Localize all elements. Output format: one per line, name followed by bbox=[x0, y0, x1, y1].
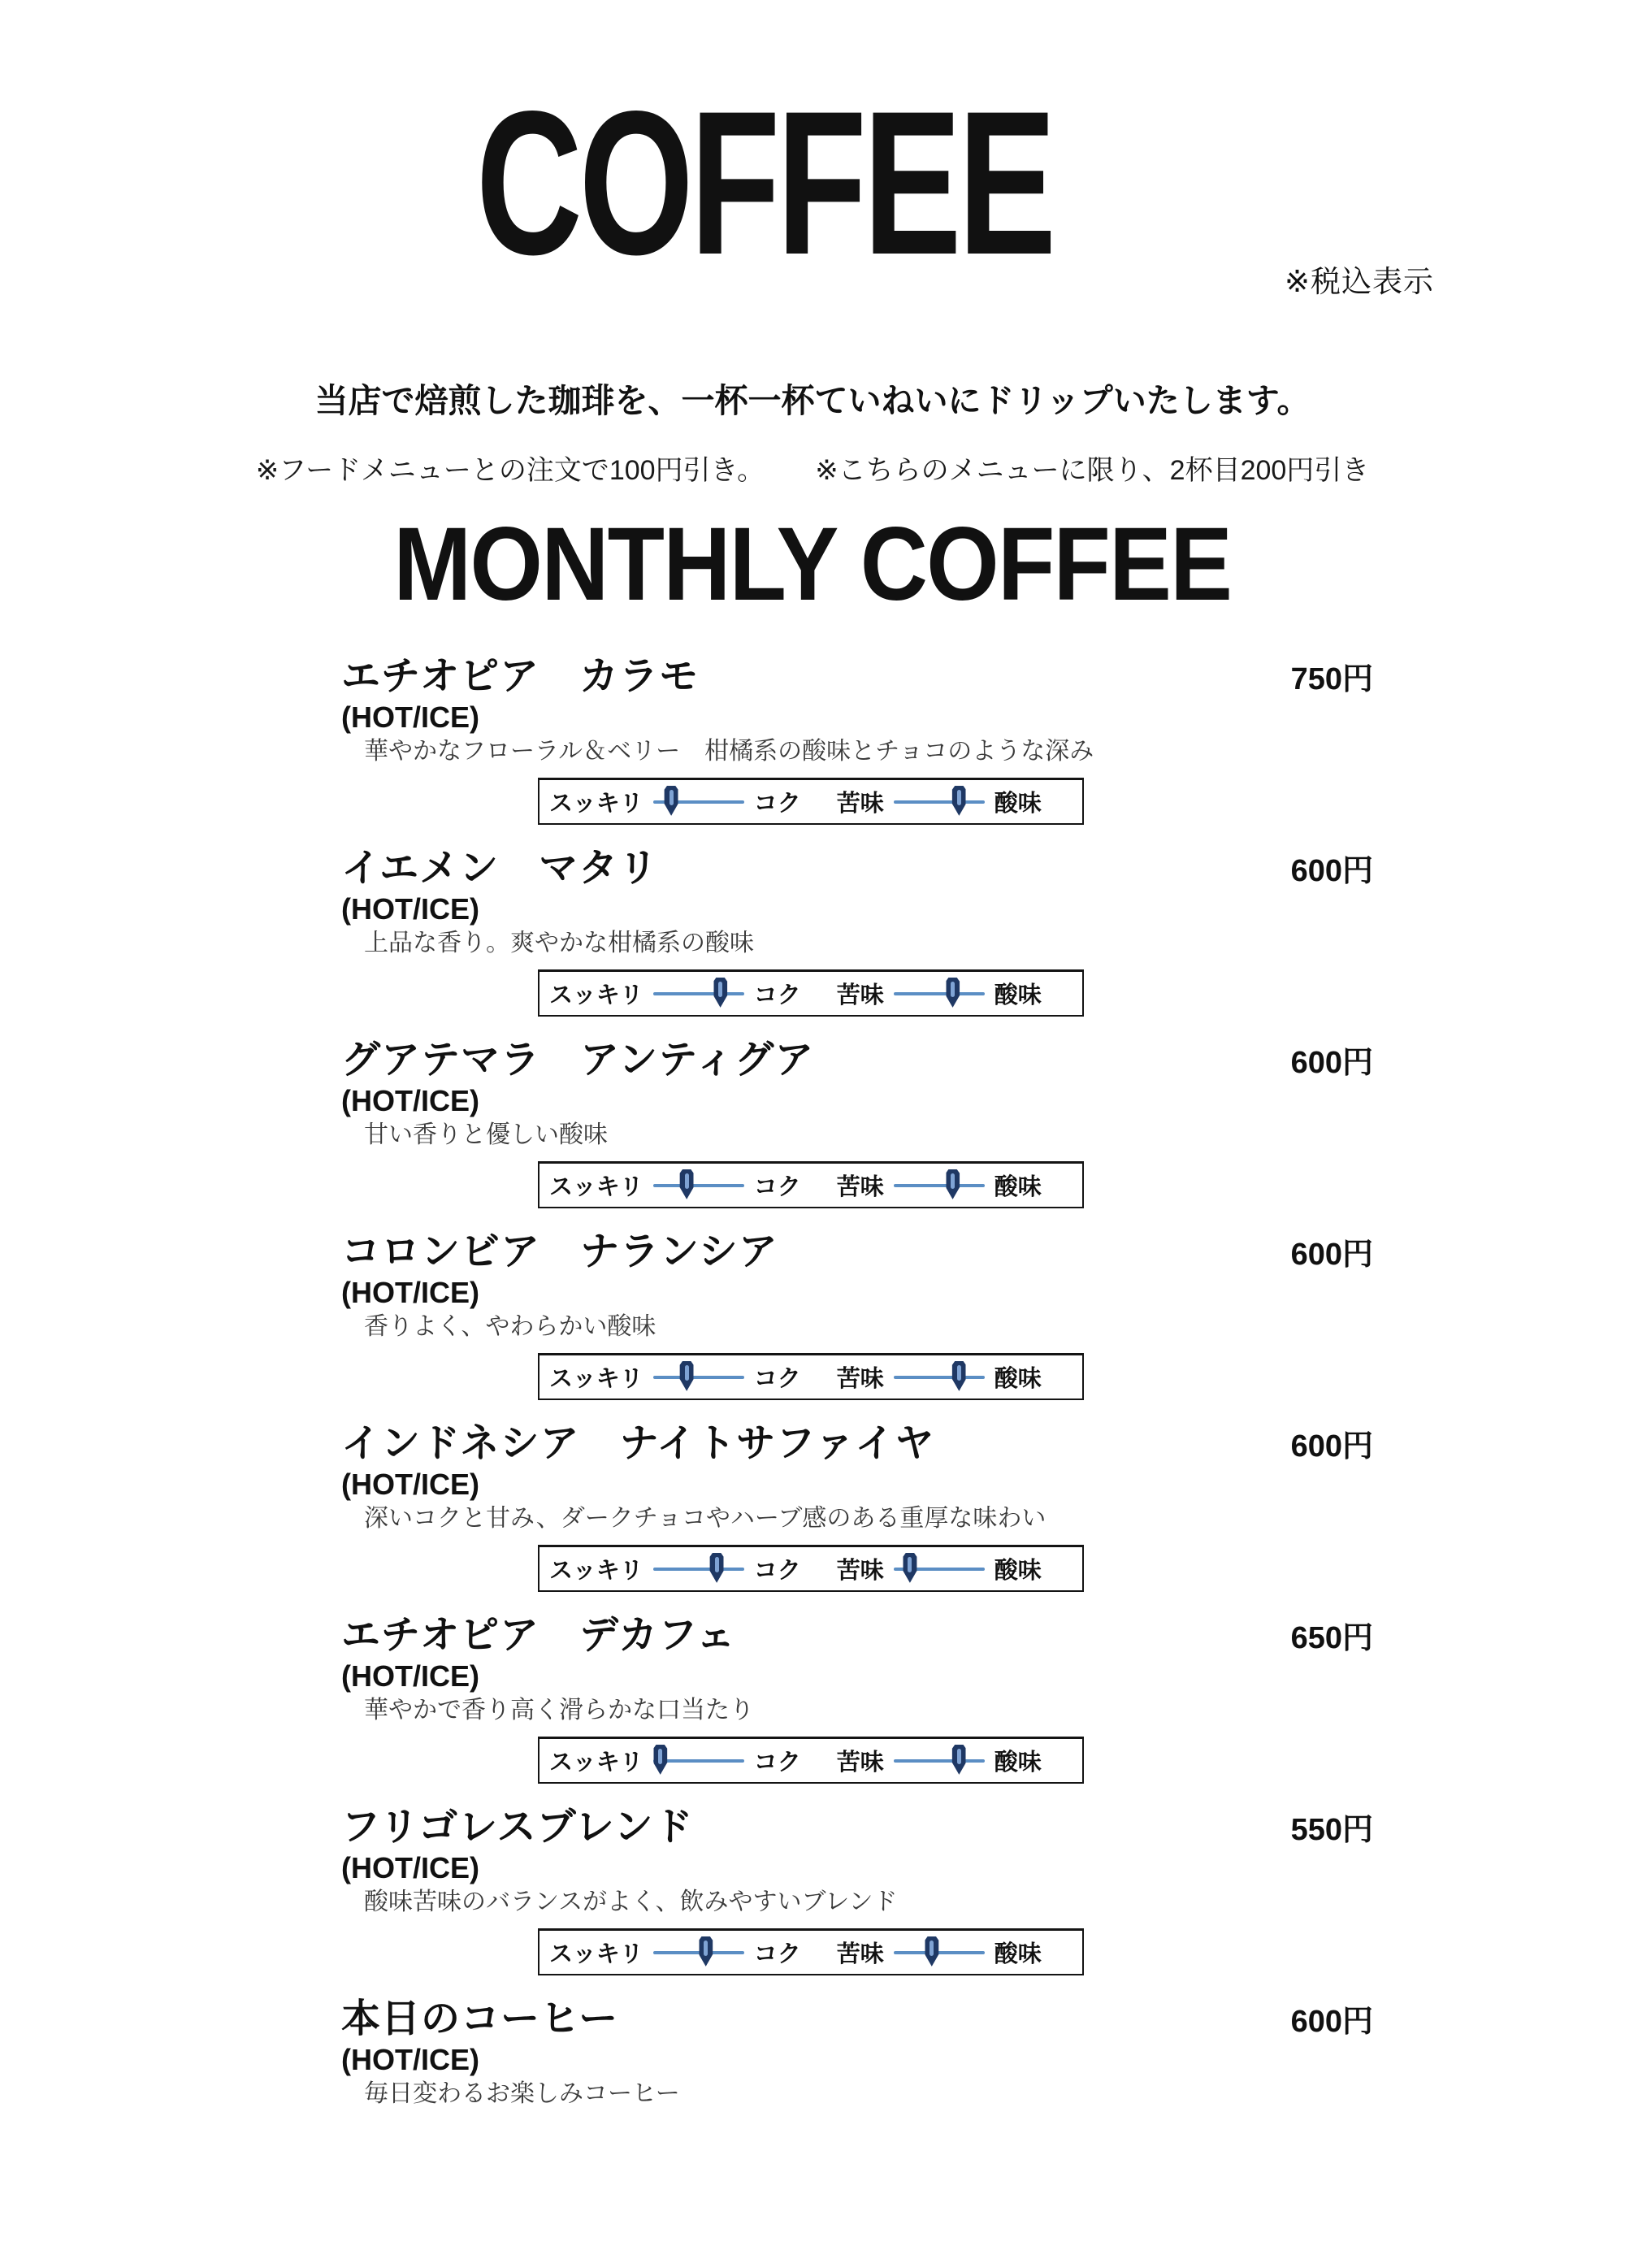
menu-item bbox=[341, 1420, 1373, 1592]
item-description: 華やかなフローラル＆ベリー 柑橘系の酸味とチョコのような深み bbox=[364, 738, 1094, 765]
acidity-slider-pin bbox=[952, 1361, 966, 1391]
body-slider-pin bbox=[710, 1553, 724, 1583]
slider-label-bitter: 苦味 bbox=[836, 1558, 884, 1585]
item-head bbox=[341, 1420, 1373, 1467]
item-name: エチオピア カラモ bbox=[341, 655, 700, 699]
body-slider-track bbox=[653, 1568, 744, 1571]
item-price: 600円 bbox=[1290, 1429, 1373, 1464]
slider-label-rich: コク bbox=[753, 982, 801, 1009]
slider-label-acid: 酸味 bbox=[994, 1558, 1042, 1585]
item-description: 酸味苦味のバランスがよく、飲みやすいブレンド bbox=[364, 1889, 898, 1916]
item-name: エチオピア デカフェ bbox=[341, 1614, 736, 1658]
item-price: 600円 bbox=[1290, 854, 1373, 889]
item-description: 香りよく、やわらかい酸味 bbox=[364, 1313, 656, 1341]
acidity-slider-pin bbox=[946, 1169, 960, 1199]
item-serving: (HOT/ICE) bbox=[341, 1468, 479, 1502]
body-slider-track bbox=[653, 1184, 744, 1187]
body-slider-pin bbox=[713, 978, 727, 1008]
item-price: 750円 bbox=[1290, 662, 1373, 697]
acidity-slider-track bbox=[894, 1376, 985, 1379]
taste-slider-box bbox=[538, 1928, 1084, 1975]
item-serving: (HOT/ICE) bbox=[341, 1084, 479, 1118]
slider-label-bitter: 苦味 bbox=[836, 791, 884, 817]
slider-label-clean: スッキリ bbox=[549, 1174, 644, 1201]
menu-item bbox=[341, 1229, 1373, 1400]
item-name: フリゴレスブレンド bbox=[341, 1806, 694, 1850]
slider-label-acid: 酸味 bbox=[994, 982, 1042, 1009]
menu-header bbox=[0, 65, 1625, 298]
page-title: COFFEE bbox=[475, 69, 1053, 297]
item-description: 上品な香り。爽やかな柑橘系の酸味 bbox=[364, 930, 754, 957]
item-description: 華やかで香り高く滑らかな口当たり bbox=[364, 1697, 754, 1724]
menu-item bbox=[341, 653, 1373, 825]
acidity-slider-track bbox=[894, 1951, 985, 1954]
acidity-slider-track bbox=[894, 800, 985, 804]
acidity-slider-pin bbox=[952, 786, 966, 816]
item-description: 甘い香りと優しい酸味 bbox=[364, 1121, 608, 1149]
slider-label-acid: 酸味 bbox=[994, 1941, 1042, 1968]
taste-slider-box bbox=[538, 969, 1084, 1017]
item-price: 600円 bbox=[1290, 1238, 1373, 1273]
taste-slider-box bbox=[538, 1161, 1084, 1208]
body-slider-pin bbox=[665, 786, 678, 816]
item-name: インドネシア ナイトサファイヤ bbox=[341, 1422, 935, 1466]
slider-label-clean: スッキリ bbox=[549, 1366, 644, 1393]
item-serving: (HOT/ICE) bbox=[341, 2043, 479, 2077]
slider-label-acid: 酸味 bbox=[994, 1750, 1042, 1776]
item-head bbox=[341, 653, 1373, 700]
discount-notes bbox=[0, 448, 1625, 488]
item-head bbox=[341, 1612, 1373, 1659]
item-serving: (HOT/ICE) bbox=[341, 1659, 479, 1693]
menu-item bbox=[341, 1612, 1373, 1784]
discount-note-2: ※こちらのメニューに限り、2杯目200円引き bbox=[815, 455, 1370, 486]
acidity-slider-pin bbox=[903, 1553, 916, 1583]
taste-slider-box bbox=[538, 1737, 1084, 1784]
item-head bbox=[341, 1804, 1373, 1850]
menu-item bbox=[341, 845, 1373, 1017]
body-slider-track bbox=[653, 992, 744, 995]
slider-label-clean: スッキリ bbox=[549, 1941, 644, 1968]
acidity-slider-pin bbox=[925, 1936, 938, 1967]
menu-item bbox=[341, 1804, 1373, 1975]
slider-label-clean: スッキリ bbox=[549, 1750, 644, 1776]
slider-label-bitter: 苦味 bbox=[836, 1174, 884, 1201]
slider-label-rich: コク bbox=[753, 1750, 801, 1776]
slider-label-acid: 酸味 bbox=[994, 1174, 1042, 1201]
item-name: 本日のコーヒー bbox=[341, 1997, 619, 2041]
item-description: 毎日変わるお楽しみコーヒー bbox=[364, 2080, 680, 2108]
item-price: 650円 bbox=[1290, 1621, 1373, 1656]
item-price: 600円 bbox=[1290, 2005, 1373, 2040]
body-slider-pin bbox=[699, 1936, 713, 1967]
slider-label-clean: スッキリ bbox=[549, 1558, 644, 1585]
taste-slider-box bbox=[538, 1545, 1084, 1592]
item-name: コロンビア ナランシア bbox=[341, 1230, 778, 1274]
slider-label-rich: コク bbox=[753, 1366, 801, 1393]
menu-item bbox=[341, 1996, 1373, 2110]
slider-label-rich: コク bbox=[753, 1174, 801, 1201]
body-slider-pin bbox=[680, 1361, 694, 1391]
item-head bbox=[341, 1996, 1373, 2042]
section-title: MONTHLY COFFEE bbox=[393, 506, 1232, 622]
body-slider-track bbox=[653, 1376, 744, 1379]
acidity-slider-pin bbox=[952, 1745, 966, 1775]
acidity-slider-track bbox=[894, 1184, 985, 1187]
item-head bbox=[341, 845, 1373, 891]
item-serving: (HOT/ICE) bbox=[341, 1851, 479, 1885]
acidity-slider-track bbox=[894, 1568, 985, 1571]
slider-label-bitter: 苦味 bbox=[836, 1941, 884, 1968]
discount-note-1: ※フードメニューとの注文で100円引き。 bbox=[255, 455, 765, 486]
item-description: 深いコクと甘み、ダークチョコやハーブ感のある重厚な味わい bbox=[364, 1505, 1046, 1533]
body-slider-track bbox=[653, 1951, 744, 1954]
item-head bbox=[341, 1037, 1373, 1083]
taste-slider-box bbox=[538, 778, 1084, 825]
acidity-slider-track bbox=[894, 1759, 985, 1763]
acidity-slider-pin bbox=[946, 978, 960, 1008]
slider-label-clean: スッキリ bbox=[549, 982, 644, 1009]
slider-label-bitter: 苦味 bbox=[836, 1366, 884, 1393]
item-serving: (HOT/ICE) bbox=[341, 700, 479, 735]
item-name: グアテマラ アンティグア bbox=[341, 1039, 815, 1082]
body-slider-pin bbox=[680, 1169, 694, 1199]
slider-label-rich: コク bbox=[753, 1558, 801, 1585]
slider-label-rich: コク bbox=[753, 1941, 801, 1968]
item-price: 600円 bbox=[1290, 1046, 1373, 1081]
taste-slider-box bbox=[538, 1353, 1084, 1400]
tagline: 当店で焙煎した珈琲を、一杯一杯ていねいにドリップいたします。 bbox=[314, 382, 1311, 419]
slider-label-clean: スッキリ bbox=[549, 791, 644, 817]
tax-note: ※税込表示 bbox=[1284, 265, 1434, 298]
slider-label-acid: 酸味 bbox=[994, 791, 1042, 817]
item-serving: (HOT/ICE) bbox=[341, 1276, 479, 1310]
slider-label-bitter: 苦味 bbox=[836, 982, 884, 1009]
slider-label-acid: 酸味 bbox=[994, 1366, 1042, 1393]
item-price: 550円 bbox=[1290, 1813, 1373, 1848]
body-slider-track bbox=[653, 1759, 744, 1763]
item-head bbox=[341, 1229, 1373, 1275]
acidity-slider-track bbox=[894, 992, 985, 995]
item-name: イエメン マタリ bbox=[341, 847, 659, 891]
menu-item bbox=[341, 1037, 1373, 1208]
slider-label-rich: コク bbox=[753, 791, 801, 817]
menu-list bbox=[0, 653, 1625, 2110]
body-slider-track bbox=[653, 800, 744, 804]
item-serving: (HOT/ICE) bbox=[341, 892, 479, 926]
slider-label-bitter: 苦味 bbox=[836, 1750, 884, 1776]
body-slider-pin bbox=[653, 1745, 667, 1775]
